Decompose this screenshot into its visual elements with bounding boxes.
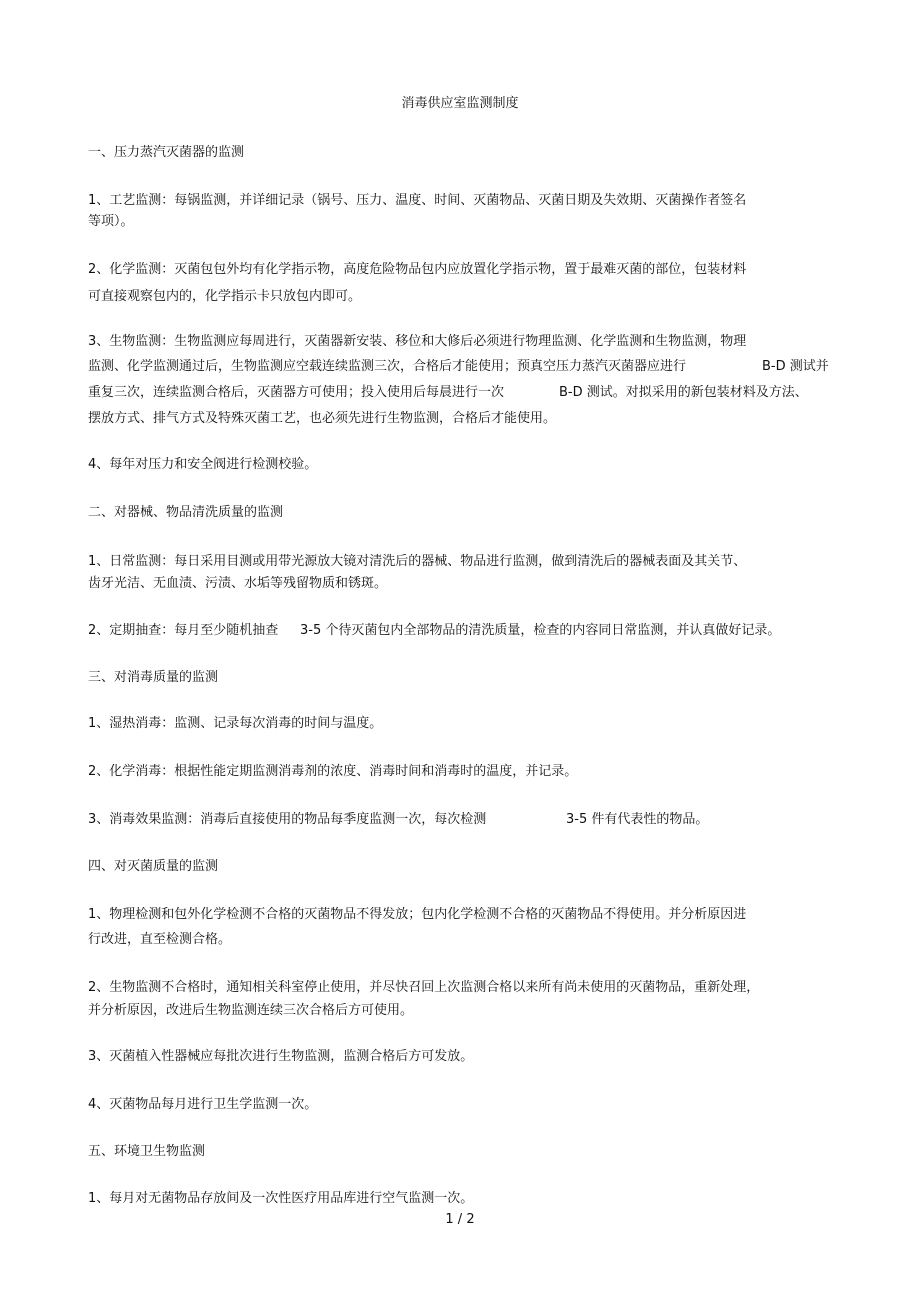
paragraph-line: 4、每年对压力和安全阀进行检测校验。 [88, 457, 318, 472]
paragraph-line: 3、生物监测：生物监测应每周进行，灭菌器新安装、移位和大修后必须进行物理监测、化学监测和生物监测，物理 [88, 334, 747, 349]
paragraph-line: 3、消毒效果监测：消毒后直接使用的物品每季度监测一次，每次检测 [88, 812, 487, 827]
paragraph-line-fragment: B-D 测试并 [762, 359, 829, 374]
document-title: 消毒供应室监测制度 [401, 96, 519, 111]
paragraph-line: 4、灭菌物品每月进行卫生学监测一次。 [88, 1097, 318, 1112]
paragraph-line-fragment: 3-5 件有代表性的物品。 [566, 812, 709, 827]
paragraph-line-fragment: 3-5 个待灭菌包内全部物品的清洗质量，检查的内容同日常监测，并认真做好记录。 [300, 623, 781, 638]
paragraph-line: 1、湿热消毒：监测、记录每次消毒的时间与温度。 [88, 716, 383, 731]
paragraph-line: 并分析原因，改进后生物监测连续三次合格后方可使用。 [88, 1003, 414, 1018]
paragraph-line: 1、工艺监测：每锅监测，并详细记录（锅号、压力、温度、时间、灭菌物品、灭菌日期及失效期、灭菌操作者签名 [88, 193, 747, 208]
paragraph-line: 可直接观察包内的，化学指示卡只放包内即可。 [88, 289, 362, 304]
section-heading: 三、对消毒质量的监测 [88, 670, 219, 685]
paragraph-line: 重复三次，连续监测合格后，灭菌器方可使用；投入使用后每晨进行一次 [88, 385, 505, 400]
paragraph-line: 2、生物监测不合格时，通知相关科室停止使用，并尽快召回上次监测合格以来所有尚未使用的灭菌物品，重新处理， [88, 980, 760, 995]
paragraph-line: 1、每月对无菌物品存放间及一次性医疗用品库进行空气监测一次。 [88, 1191, 474, 1206]
page-number: 1 / 2 [445, 1212, 475, 1227]
paragraph-line: 1、日常监测：每日采用目测或用带光源放大镜对清洗后的器械、物品进行监测，做到清洗后的器械表面及其关节、 [88, 554, 747, 569]
paragraph-line: 2、化学监测：灭菌包包外均有化学指示物，高度危险物品包内应放置化学指示物，置于最难灭菌的部位，包装材料 [88, 262, 747, 277]
paragraph-line-fragment: B-D 测试。对拟采用的新包装材料及方法、 [559, 385, 808, 400]
paragraph-line: 监测、化学监测通过后，生物监测应空载连续监测三次，合格后才能使用；预真空压力蒸汽灭菌器应进行 [88, 359, 687, 374]
section-heading: 五、环境卫生物监测 [88, 1144, 206, 1159]
section-heading: 二、对器械、物品清洗质量的监测 [88, 505, 284, 520]
paragraph-line: 2、化学消毒：根据性能定期监测消毒剂的浓度、消毒时间和消毒时的温度，并记录。 [88, 764, 578, 779]
paragraph-line: 3、灭菌植入性器械应每批次进行生物监测，监测合格后方可发放。 [88, 1049, 474, 1064]
section-heading: 一、压力蒸汽灭菌器的监测 [88, 145, 245, 160]
paragraph-line: 行改进，直至检测合格。 [88, 932, 232, 947]
paragraph-line: 等项）。 [88, 214, 134, 229]
paragraph-line: 1、物理检测和包外化学检测不合格的灭菌物品不得发放；包内化学检测不合格的灭菌物品不得使用。并分析原因进 [88, 907, 747, 922]
paragraph-line: 摆放方式、排气方式及特殊灭菌工艺，也必须先进行生物监测，合格后才能使用。 [88, 411, 557, 426]
paragraph-line: 齿牙光洁、无血渍、污渍、水垢等残留物质和锈斑。 [88, 576, 388, 591]
section-heading: 四、对灭菌质量的监测 [88, 859, 219, 874]
paragraph-line: 2、定期抽查：每月至少随机抽查 [88, 623, 279, 638]
